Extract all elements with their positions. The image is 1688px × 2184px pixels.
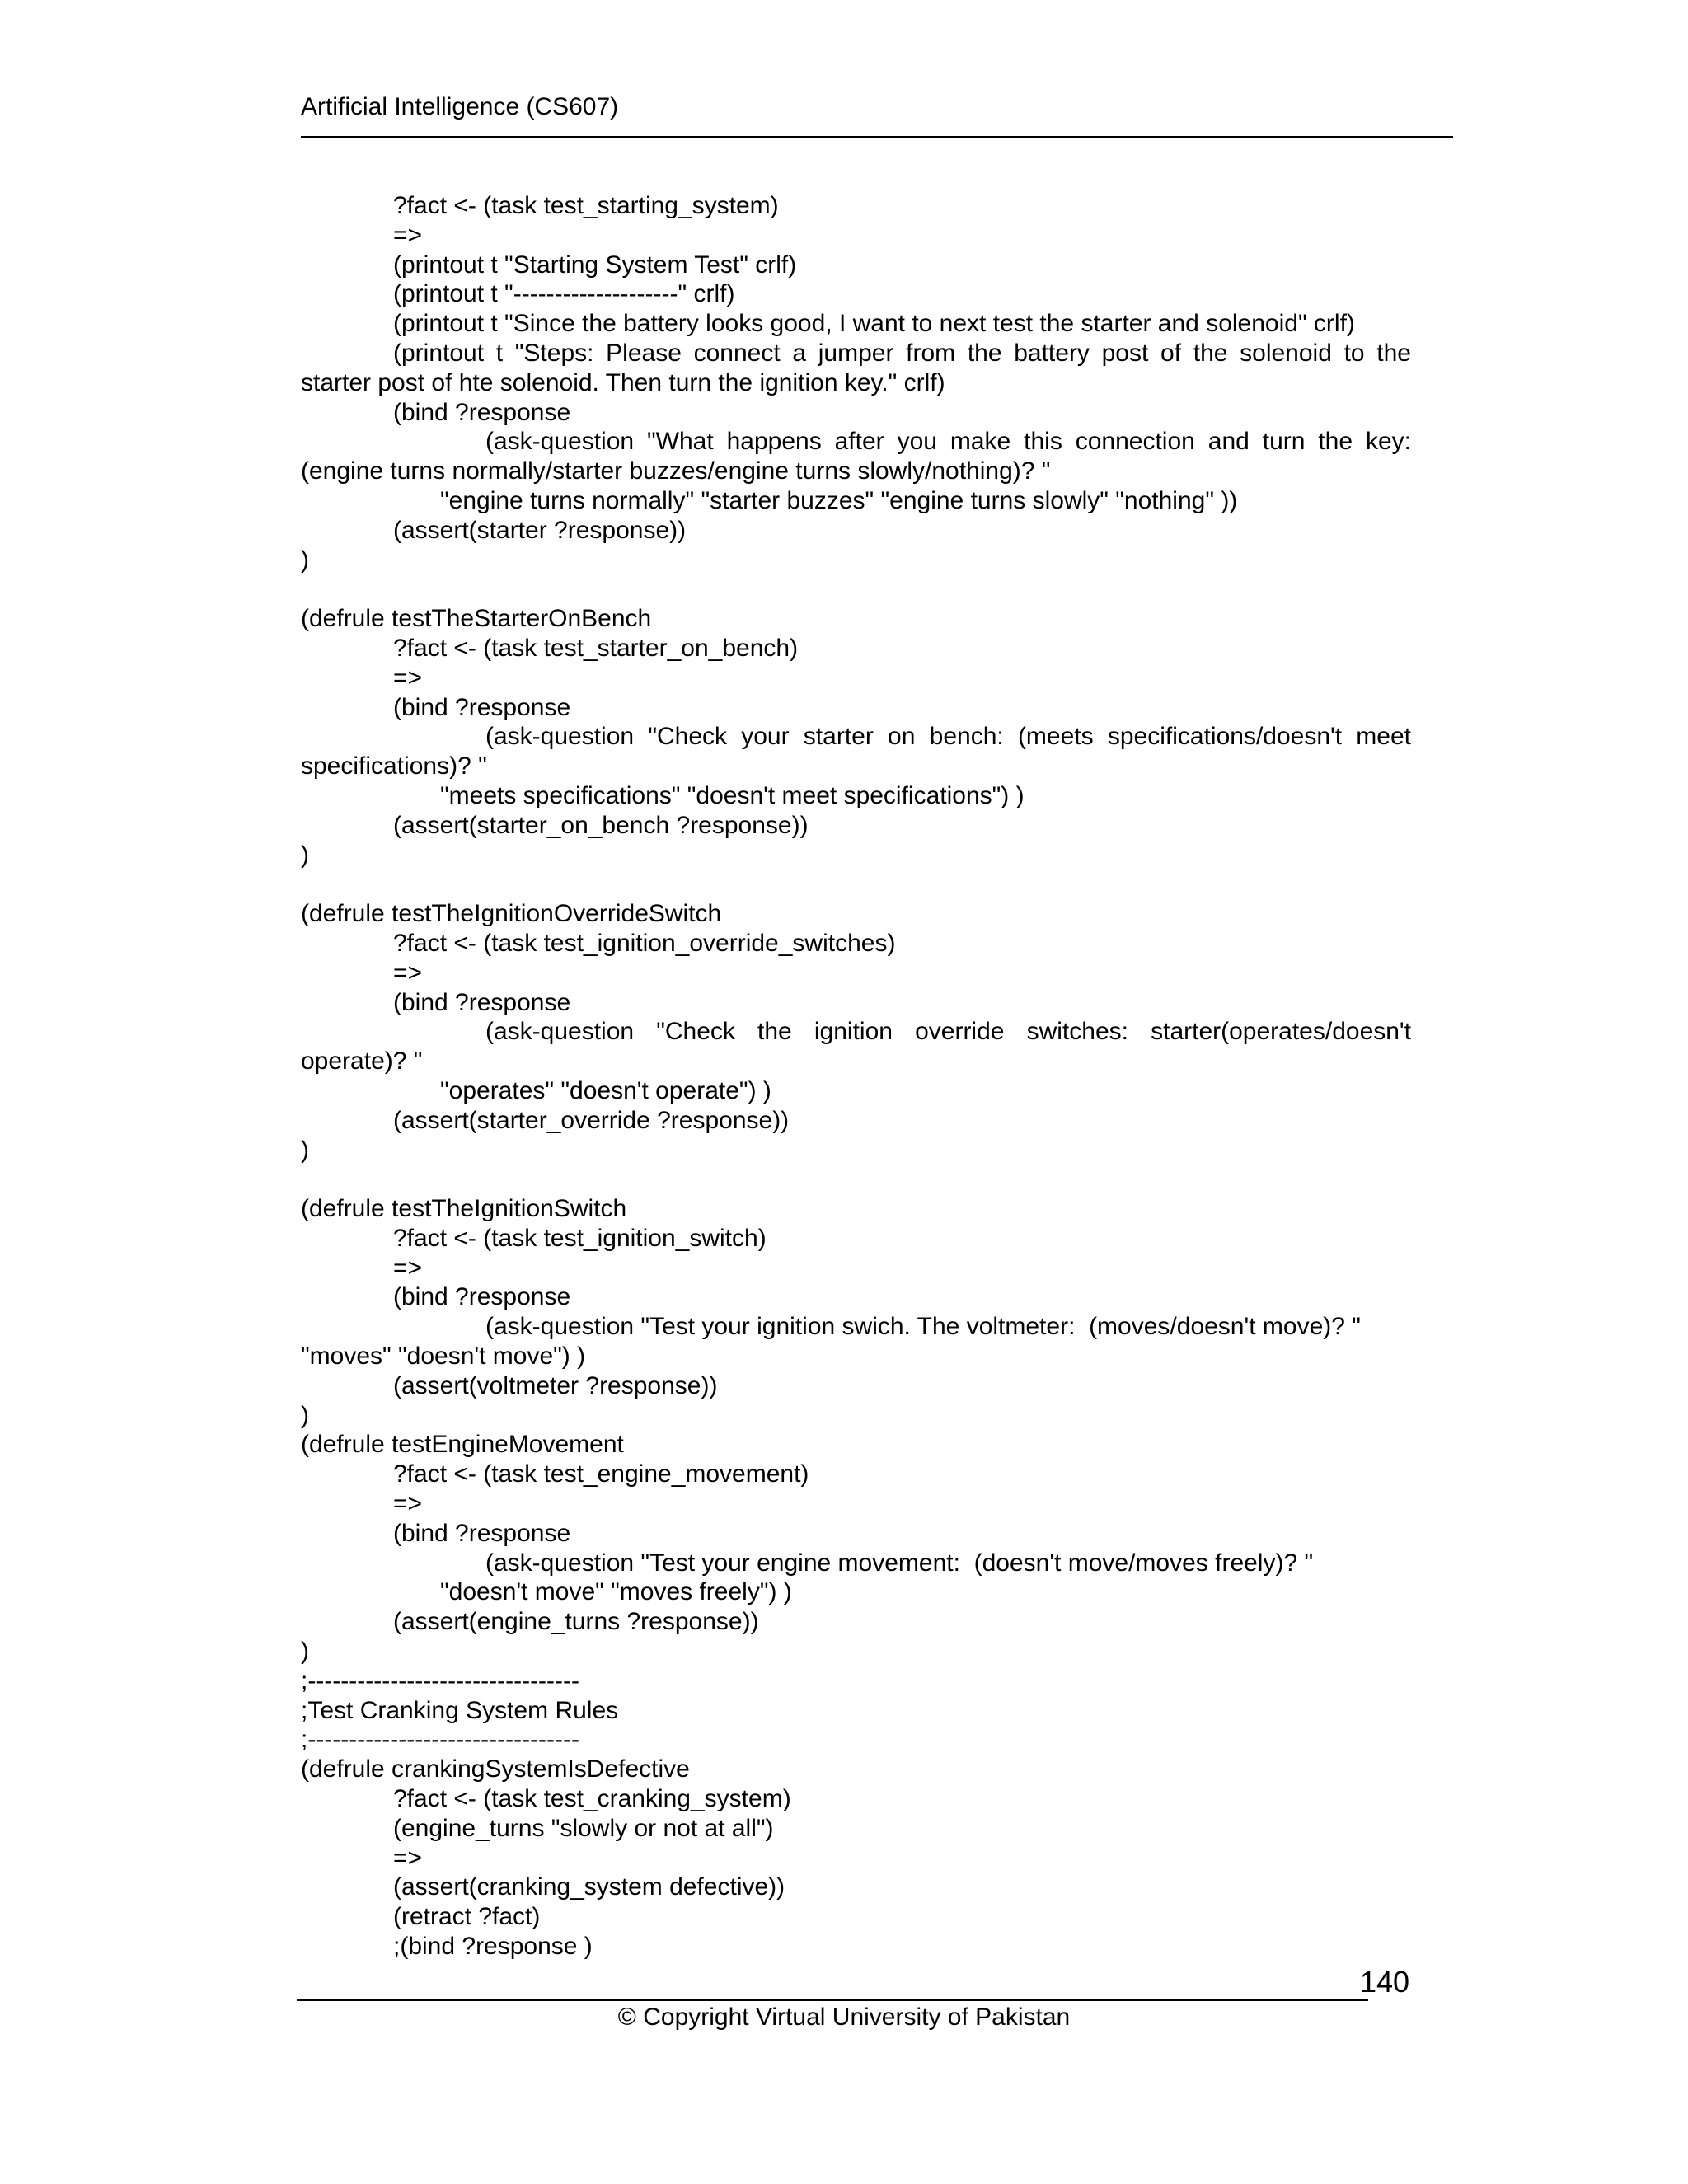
code-line: ) — [301, 1401, 309, 1429]
code-line: "moves" "doesn't move") ) — [301, 1343, 586, 1371]
code-line: ;--------------------------------- — [301, 1726, 580, 1754]
code-line: (engine turns normally/starter buzzes/engine turns slowly/nothing)? " — [301, 457, 1051, 485]
code-line: (ask-question "Check your starter on bench: (meets specifications/doesn't meet — [485, 723, 1411, 751]
code-line: (bind ?response — [393, 1283, 571, 1311]
code-line: (ask-question "Test your engine movement: (doesn't move/moves freely)? " — [485, 1549, 1314, 1577]
code-line: ?fact <- (task test_engine_movement) — [393, 1460, 809, 1488]
code-line: ?fact <- (task test_ignition_override_switches) — [393, 929, 896, 957]
code-line: ) — [301, 1136, 309, 1164]
footer-copyright: © Copyright Virtual University of Pakistan — [617, 2004, 1071, 2031]
code-line: ;--------------------------------- — [301, 1666, 580, 1694]
code-line: (bind ?response — [393, 1519, 571, 1547]
code-line: "doesn't move" "moves freely") ) — [440, 1578, 792, 1606]
code-line: (printout t "Since the battery looks good, I want to next test the starter and solenoid" crlf) — [393, 310, 1355, 338]
code-listing — [301, 191, 1411, 1961]
header-rule — [301, 136, 1453, 138]
code-line: ?fact <- (task test_starting_system) — [393, 192, 779, 219]
code-line: (bind ?response — [393, 988, 571, 1016]
code-line: ?fact <- (task test_starter_on_bench) — [393, 634, 799, 662]
code-line: (assert(cranking_system defective)) — [393, 1873, 785, 1901]
code-line: starter post of hte solenoid. Then turn the ignition key." crlf) — [301, 368, 945, 396]
page-number: 140 — [1360, 1965, 1410, 1999]
blank-line — [301, 1165, 1411, 1194]
blank-line — [301, 574, 1411, 604]
code-line: (ask-question "Test your ignition swich. The voltmeter: (moves/doesn't move)? " — [485, 1313, 1361, 1341]
code-line: => — [393, 663, 423, 691]
blank-line — [301, 869, 1411, 899]
code-line: => — [393, 221, 423, 249]
code-line: ) — [301, 546, 309, 574]
code-line: ;Test Cranking System Rules — [301, 1696, 619, 1724]
code-line: ?fact <- (task test_ignition_switch) — [393, 1224, 767, 1252]
code-line: (ask-question "What happens after you make this connection and turn the key: — [485, 428, 1411, 456]
code-line: (defrule testTheIgnitionSwitch — [301, 1195, 627, 1223]
code-line: => — [393, 1254, 423, 1282]
code-line: "engine turns normally" "starter buzzes" "engine turns slowly" "nothing" )) — [440, 486, 1238, 514]
code-line: ;(bind ?response ) — [393, 1933, 593, 1961]
code-line: (assert(voltmeter ?response)) — [393, 1371, 718, 1399]
code-line: (defrule crankingSystemIsDefective — [301, 1755, 690, 1783]
page-header-title: Artificial Intelligence (CS607) — [301, 93, 619, 120]
code-line: specifications)? " — [301, 752, 487, 780]
code-line: ) — [301, 841, 309, 869]
code-line: (assert(starter_override ?response)) — [393, 1106, 790, 1134]
code-line: (printout t "Steps: Please connect a jumper from the battery post of the solenoid to the — [393, 339, 1411, 367]
code-line: (assert(starter ?response)) — [393, 516, 687, 544]
code-line: (printout t "--------------------" crlf) — [393, 280, 735, 308]
code-line: => — [393, 958, 423, 987]
code-line: (defrule testTheIgnitionOverrideSwitch — [301, 900, 722, 928]
code-line: (retract ?fact) — [393, 1903, 541, 1931]
code-line: operate)? " — [301, 1047, 423, 1076]
code-line: (bind ?response — [393, 693, 571, 721]
code-line: (printout t "Starting System Test" crlf) — [393, 251, 797, 279]
code-line: "meets specifications" "doesn't meet specifications") ) — [440, 781, 1025, 809]
code-line: => — [393, 1844, 423, 1872]
code-line: (assert(starter_on_bench ?response)) — [393, 811, 809, 839]
code-line: "operates" "doesn't operate") ) — [440, 1076, 771, 1104]
code-line: (assert(engine_turns ?response)) — [393, 1608, 759, 1636]
code-line: (bind ?response — [393, 398, 571, 426]
code-line: (defrule testTheStarterOnBench — [301, 605, 652, 633]
code-line: ?fact <- (task test_cranking_system) — [393, 1785, 791, 1813]
code-line: (defrule testEngineMovement — [301, 1431, 624, 1459]
code-line: => — [393, 1490, 423, 1518]
code-line: (ask-question "Check the ignition override switches: starter(operates/doesn't — [485, 1018, 1411, 1046]
code-line: ) — [301, 1638, 309, 1666]
code-line: (engine_turns "slowly or not at all") — [393, 1814, 774, 1842]
